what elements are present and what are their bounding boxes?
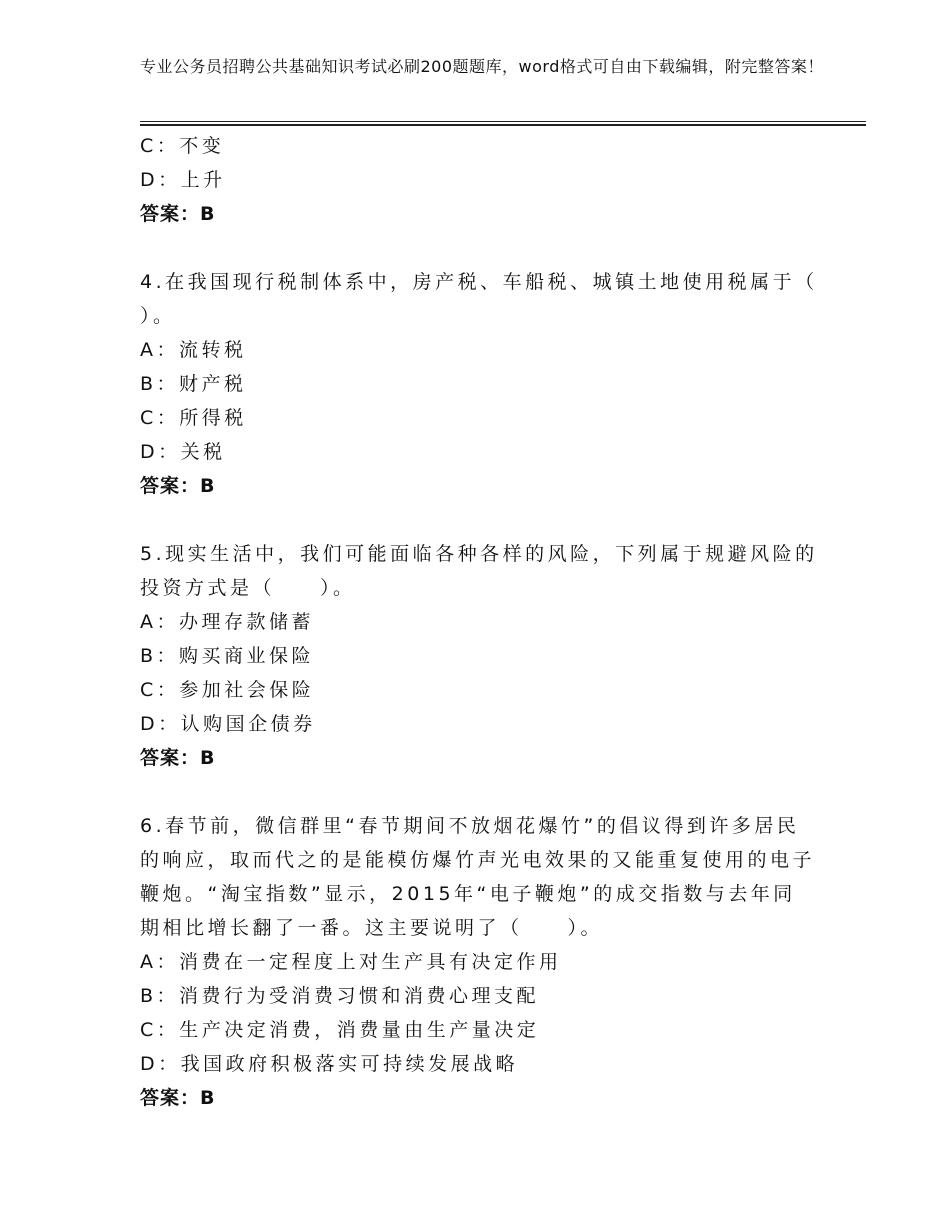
question-list — [140, 129, 820, 1115]
spacer — [140, 231, 820, 265]
document-header: 专业公务员招聘公共基础知识考试必刷200题题库，word格式可自由下载编辑，附完整答案！ — [140, 57, 824, 76]
answer-line: 答案：B — [140, 747, 216, 769]
option-c: C：所得税 — [140, 407, 247, 429]
question-4 — [140, 265, 820, 503]
spacer — [140, 775, 820, 809]
option-b: B：消费行为受消费习惯和消费心理支配 — [140, 985, 540, 1007]
option-a: A：流转税 — [140, 339, 247, 361]
option-b: B：财产税 — [140, 373, 247, 395]
header-divider-thin — [140, 121, 866, 122]
question-stem-line: 投资方式是（ ）。 — [140, 577, 356, 599]
option-d: D：上升 — [140, 169, 226, 191]
spacer — [140, 503, 820, 537]
question-stem-line: 5.现实生活中，我们可能面临各种各样的风险，下列属于规避风险的 — [140, 543, 818, 565]
question-6 — [140, 809, 820, 1115]
option-c: C：参加社会保险 — [140, 679, 315, 701]
option-a: A：办理存款储蓄 — [140, 611, 314, 633]
question-stem-line: 鞭炮。“淘宝指数”显示，2015年“电子鞭炮”的成交指数与去年同 — [140, 883, 796, 905]
option-c: C：生产决定消费，消费量由生产量决定 — [140, 1019, 540, 1041]
header-divider-thick — [140, 124, 866, 126]
option-a: A：消费在一定程度上对生产具有决定作用 — [140, 951, 562, 973]
answer-line: 答案：B — [140, 475, 216, 497]
answer-line: 答案：B — [140, 203, 216, 225]
question-stem-line: 期相比增长翻了一番。这主要说明了（ ）。 — [140, 917, 604, 939]
option-d: D：认购国企债券 — [140, 713, 316, 735]
question-stem-line: 的响应，取而代之的是能模仿爆竹声光电效果的又能重复使用的电子 — [140, 849, 816, 871]
question-stem-line: 6.春节前，微信群里“春节期间不放烟花爆竹”的倡议得到许多居民 — [140, 815, 800, 837]
option-d: D：关税 — [140, 441, 226, 463]
option-c: C：不变 — [140, 135, 225, 157]
answer-line: 答案：B — [140, 1087, 216, 1109]
question-5 — [140, 537, 820, 775]
option-b: B：购买商业保险 — [140, 645, 315, 667]
question-stem-line: ）。 — [140, 305, 176, 327]
question-3-tail — [140, 129, 820, 231]
question-stem-line: 4.在我国现行税制体系中，房产税、车船税、城镇土地使用税属于（ — [140, 271, 818, 293]
option-d: D：我国政府积极落实可持续发展战略 — [140, 1053, 519, 1075]
